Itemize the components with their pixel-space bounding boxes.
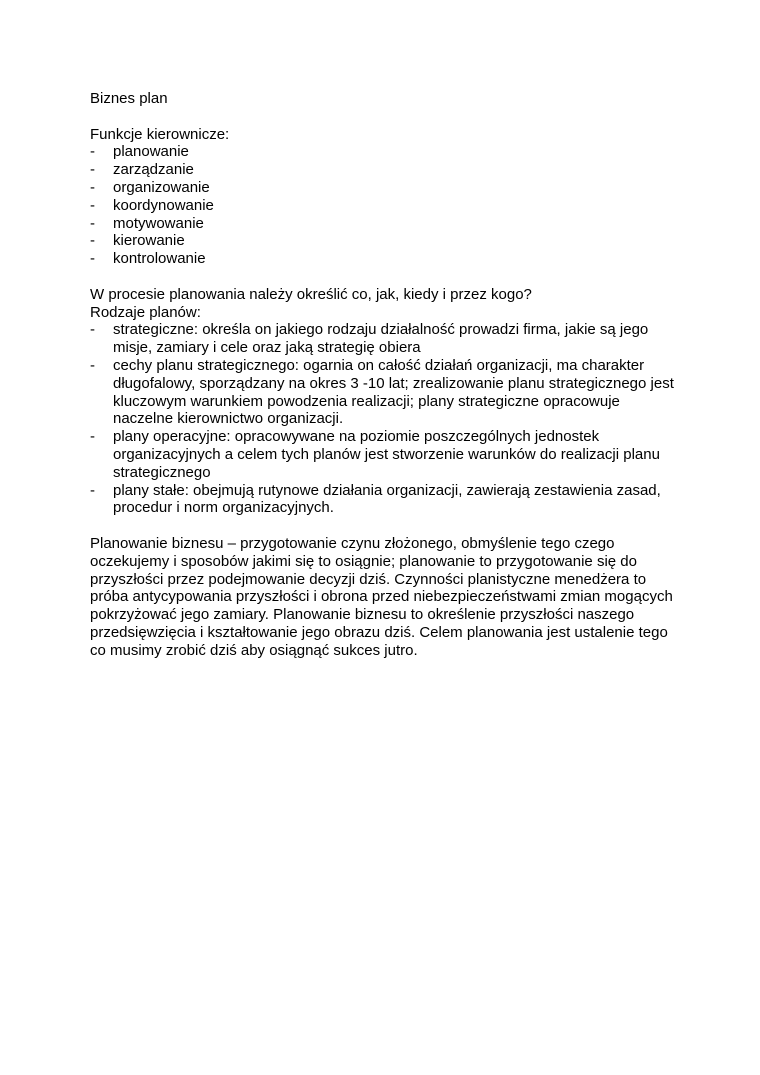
list-item-text: kierowanie xyxy=(113,232,185,250)
list-item-text: organizowanie xyxy=(113,178,210,196)
spacer xyxy=(90,108,680,126)
document-title: Biznes plan xyxy=(90,90,168,107)
list-item xyxy=(90,143,680,161)
bullet-dash: - xyxy=(90,214,95,232)
list-item xyxy=(90,161,680,179)
summary-paragraph: Planowanie biznesu – przygotowanie czynu złożonego, obmyślenie tego czego oczekujemy i sposobów jakimi się to osiągnie; planowanie to przygotowanie się do przyszłości przez podejmowanie decyzji dziś. Czynności planistyczne menedżera to próba antycypowania przyszłości i obrona przed niebezpieczeństwami zmian mogących pokrzyżować jego zamiary. Planowanie biznesu to określenie przyszłości naszego przedsięwzięcia i kształtowanie jego obrazu dziś. Celem planowania jest ustalenie tego co musimy zrobić dziś aby osiągnąć sukces jutro. xyxy=(90,534,673,659)
list-item-text: zarządzanie xyxy=(113,161,194,179)
list-item-text: planowanie xyxy=(113,143,189,161)
list-item-text: plany stałe: obejmują rutynowe działania organizacji, zawierają zestawienia zasad, procedur i norm organizacyjnych. xyxy=(113,481,661,517)
bullet-dash: - xyxy=(90,232,95,250)
spacer xyxy=(90,268,680,286)
bullet-dash: - xyxy=(90,481,95,499)
plan-types-list xyxy=(90,321,680,517)
list-item xyxy=(90,215,680,233)
list-item-text: motywowanie xyxy=(113,214,204,232)
bullet-dash: - xyxy=(90,356,95,374)
bullet-dash: - xyxy=(90,161,95,179)
bullet-dash: - xyxy=(90,196,95,214)
list-item xyxy=(90,179,680,197)
list-item-text: cechy planu strategicznego: ogarnia on całość działań organizacji, ma charakter długofalowy, sporządzany na okres 3 -10 lat; zrealizowanie planu strategicznego jest kluczowym warunkiem powodzenia realizacji; plany strategiczne opracowuje naczelne kierownictwo organizacji. xyxy=(113,356,674,428)
list-item xyxy=(90,428,680,481)
spacer xyxy=(90,517,680,535)
functions-list xyxy=(90,143,680,268)
plan-types-heading: Rodzaje planów: xyxy=(90,303,201,321)
bullet-dash: - xyxy=(90,143,95,161)
planning-question: W procesie planowania należy określić co, jak, kiedy i przez kogo? xyxy=(90,285,532,303)
list-item xyxy=(90,321,680,357)
list-item xyxy=(90,197,680,215)
bullet-dash: - xyxy=(90,321,95,339)
list-item-text: strategiczne: określa on jakiego rodzaju działalność prowadzi firma, jakie są jego misje, zamiary i cele oraz jaką strategię obiera xyxy=(113,321,649,357)
list-item xyxy=(90,232,680,250)
bullet-dash: - xyxy=(90,428,95,446)
list-item xyxy=(90,250,680,268)
list-item-text: kontrolowanie xyxy=(113,250,206,268)
bullet-dash: - xyxy=(90,250,95,268)
list-item-text: plany operacyjne: opracowywane na poziomie poszczególnych jednostek organizacyjnych a celem tych planów jest stworzenie warunków do realizacji planu strategicznego xyxy=(113,428,660,481)
list-item xyxy=(90,357,680,428)
bullet-dash: - xyxy=(90,178,95,196)
list-item xyxy=(90,482,680,518)
functions-heading: Funkcje kierownicze: xyxy=(90,125,230,143)
document-page xyxy=(90,90,680,660)
list-item-text: koordynowanie xyxy=(113,196,214,214)
